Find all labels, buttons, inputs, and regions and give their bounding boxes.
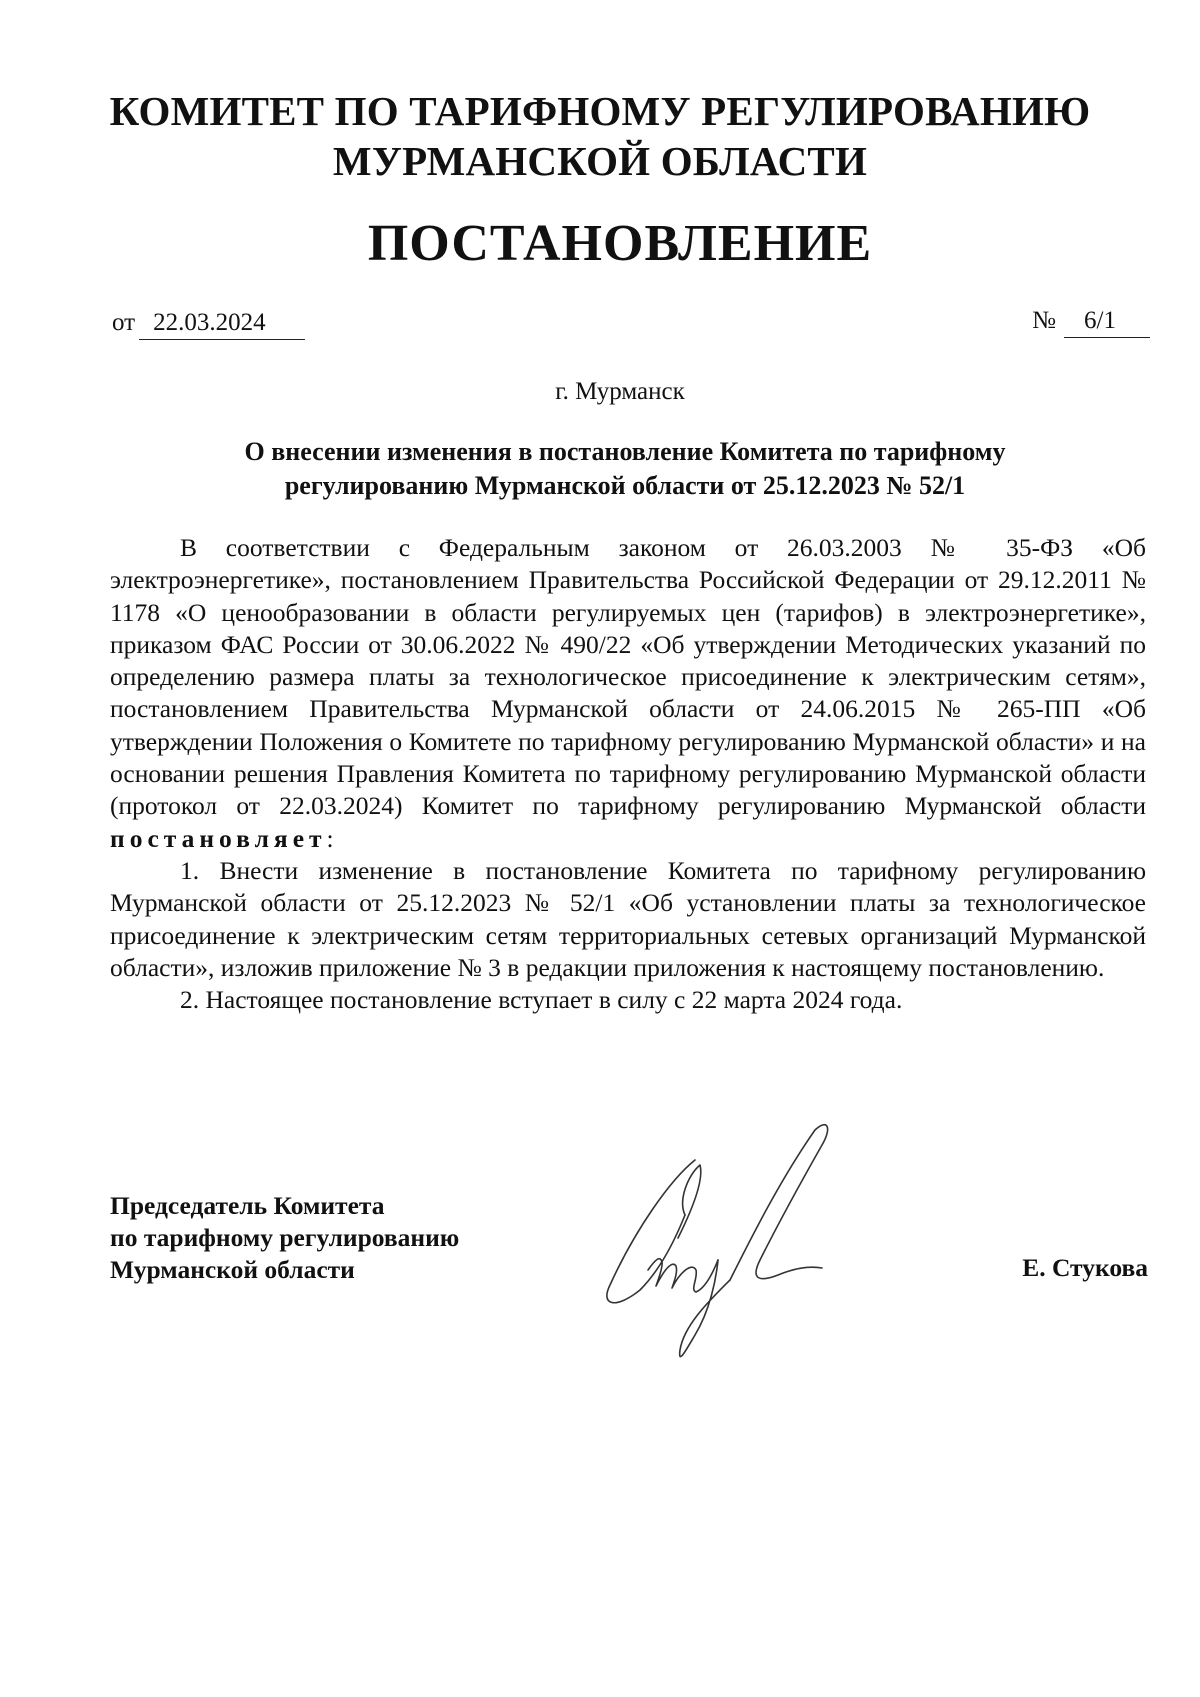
number-value: 6/1: [1064, 307, 1150, 338]
handwritten-signature-icon: [600, 1120, 870, 1370]
preamble-paragraph: [110, 532, 1146, 855]
document-number: [1032, 307, 1150, 338]
item-2-paragraph: 2. Настоящее постановление вступает в силу с 22 марта 2024 года.: [180, 985, 903, 1015]
subject-line1: О внесении изменения в постановление Комитета по тарифному: [244, 437, 1006, 466]
document-subject: [150, 435, 1100, 503]
item-1-paragraph: 1. Внести изменение в постановление Комитета по тарифному регулированию Мурманской области от 25.12.2023 № 52/1 «Об установлении платы за технологическое присоединение к электрическим сетям территориальных сетевых организаций Мурманской области», изложив приложение № 3 в редакции приложения к настоящему постановлению.: [110, 855, 1146, 982]
committee-header-line2: МУРМАНСКОЙ ОБЛАСТИ: [332, 138, 868, 184]
document-date: [112, 309, 305, 340]
signatory-position-line3: Мурманской области: [110, 1255, 355, 1284]
signatory-name: Е. Стукова: [1022, 1253, 1148, 1282]
preamble-text: В соответствии с Федеральным законом от 26.03.2003 № 35-ФЗ «Об электроэнергетике», постановлением Правительства Российской Федерации от 29.12.2011 № 1178 «О ценообразовании в области регулируемых цен (тарифов) в электроэнергетике», приказом ФАС России от 30.06.2022 № 490/22 «Об утверждении Методических указаний по определению размера платы за технологическое присоединение к электрическим сетям», постановлением Правительства Мурманской области от 24.06.2015 № 265-ПП «Об утверждении Положения о Комитете по тарифному регулированию Мурманской области» и на основании решения Правления Комитета по тарифному регулированию Мурманской области (протокол от 22.03.2024) Комитет по тарифному регулированию Мурманской области: [110, 533, 1146, 821]
number-label: №: [1032, 307, 1056, 334]
signatory-position-line2: по тарифному регулированию: [110, 1223, 460, 1252]
decree-word: постановляет: [110, 823, 327, 853]
date-value: 22.03.2024: [139, 309, 305, 340]
signatory-position: [110, 1190, 459, 1286]
decree-colon: :: [326, 823, 334, 853]
document-body: [110, 532, 1146, 1016]
signatory-position-line1: Председатель Комитета: [110, 1191, 385, 1220]
document-type-title: ПОСТАНОВЛЕНИЕ: [367, 215, 873, 272]
committee-header: [0, 86, 1200, 186]
city-name: г. Мурманск: [555, 378, 685, 405]
committee-header-line1: КОМИТЕТ ПО ТАРИФНОМУ РЕГУЛИРОВАНИЮ: [109, 88, 1091, 134]
subject-line2: регулированию Мурманской области от 25.12.2023 № 52/1: [284, 471, 966, 500]
date-label: от: [112, 309, 136, 336]
